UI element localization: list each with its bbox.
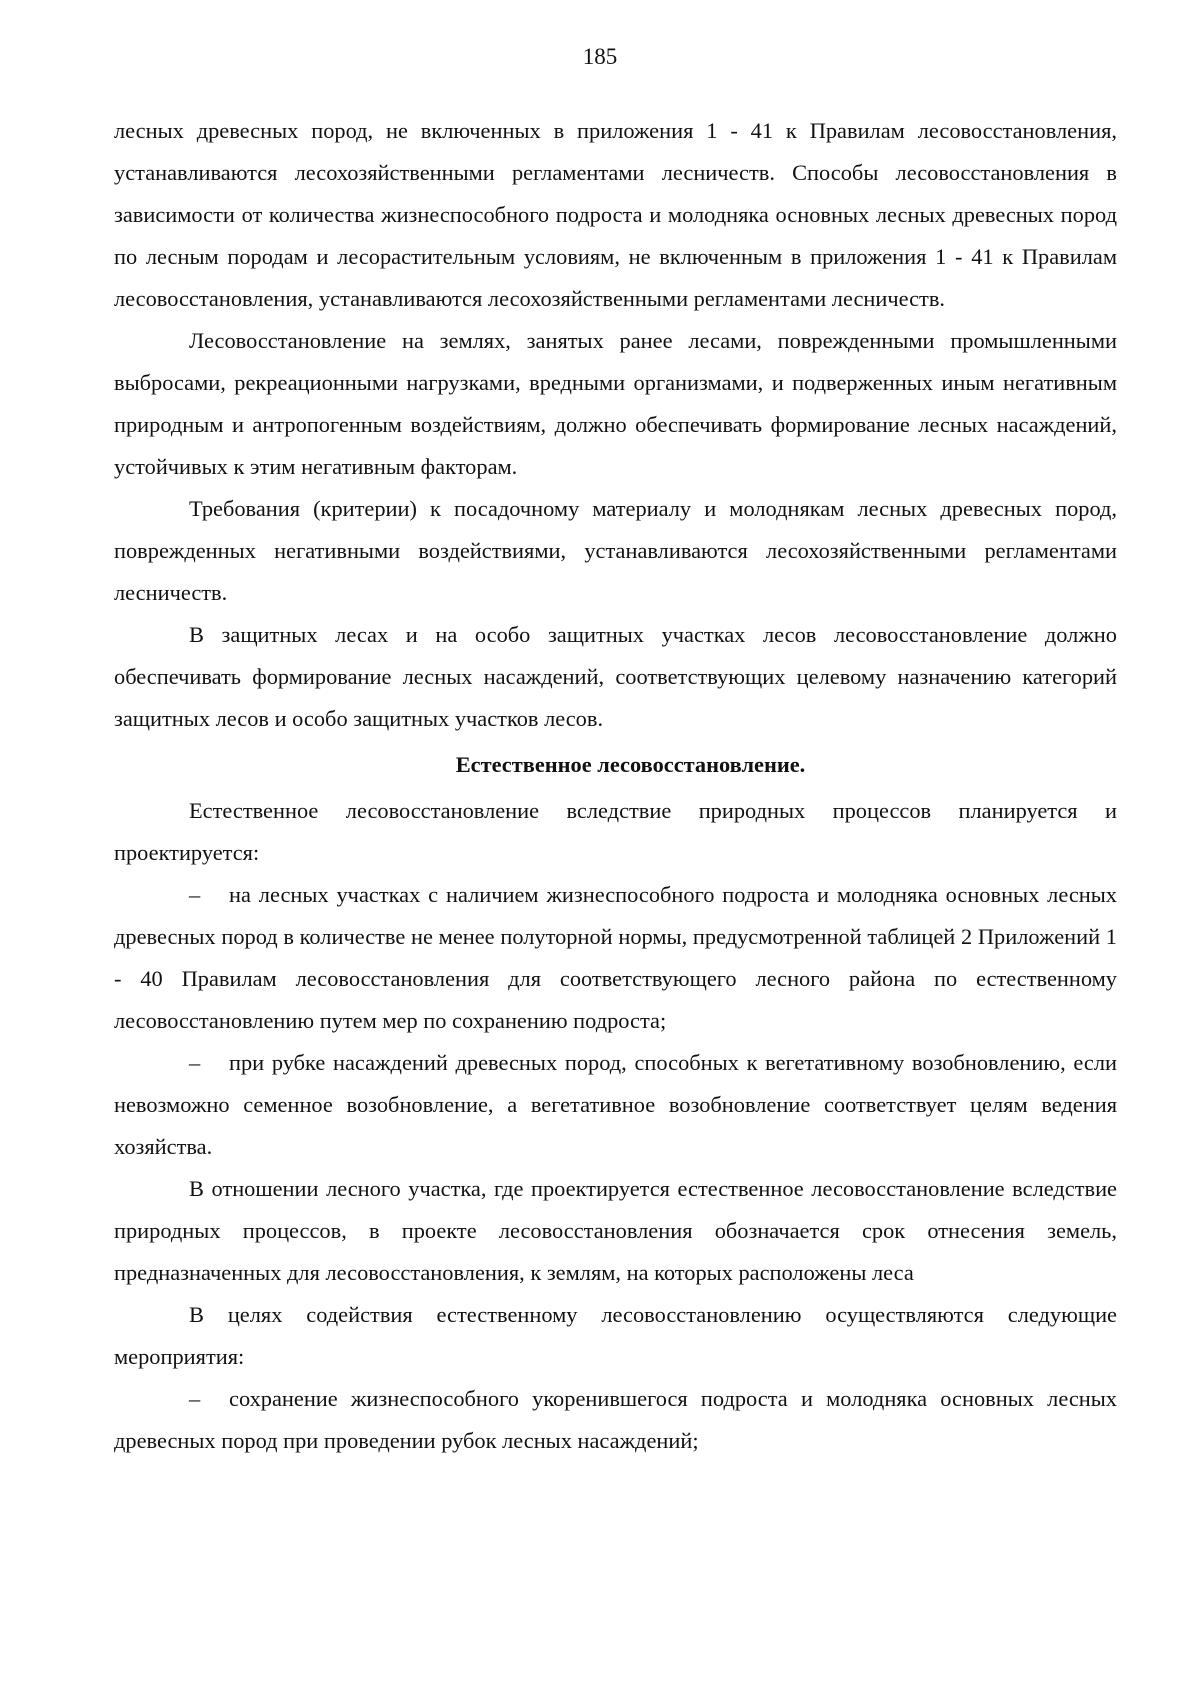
page-number: 185 — [582, 44, 618, 69]
list-dash: – — [189, 882, 201, 907]
list-dash: – — [189, 1386, 201, 1411]
list-dash: – — [189, 1050, 201, 1075]
paragraph-assistance-measures: В целях содействия естественному лесовосстановлению осуществляются следующие мероприятия: — [114, 1302, 1117, 1369]
section-heading: Естественное лесовосстановление. — [455, 752, 806, 777]
list-item-text: на лесных участках с наличием жизнеспособного подроста и молодняка основных лесных древесных пород в количестве не менее полуторной нормы, предусмотренной таблицей 2 Приложений 1 - 40 Правилам лесовосстановления для соответствующего лесного района по естественному лесовосстановлению путем мер по сохранению подроста; — [114, 882, 1117, 1033]
paragraph-natural-regeneration: Естественное лесовосстановление вследствие природных процессов планируется и проектируется: — [114, 798, 1117, 865]
paragraph-damaged-lands: Лесовосстановление на землях, занятых ранее лесами, поврежденными промышленными выбросами, рекреационными нагрузками, вредными организмами, и подверженных иным негативным природным и антропогенным воздействиям, должно обеспечивать формирование лесных насаждений, устойчивых к этим негативным факторам. — [114, 328, 1117, 479]
paragraph-land-assignment: В отношении лесного участка, где проектируется естественное лесовосстановление вследствие природных процессов, в проекте лесовосстановления обозначается срок отнесения земель, предназначенных для лесовосстановления, к землям, на которых расположены леса — [114, 1176, 1117, 1285]
list-item — [114, 1042, 1117, 1168]
list-item — [114, 874, 1117, 1042]
paragraph-continuation: лесных древесных пород, не включенных в приложения 1 - 41 к Правилам лесовосстановления, устанавливаются лесохозяйственными регламентами лесничеств. Способы лесовосстановления в зависимости от количества жизнеспособного подроста и молодняка основных лесных древесных пород по лесным породам и лесорастительным условиям, не включенным в приложения 1 - 41 к Правилам лесовосстановления, устанавливаются лесохозяйственными регламентами лесничеств. — [114, 118, 1117, 311]
list-item-text: сохранение жизнеспособного укоренившегося подроста и молодняка основных лесных древесных пород при проведении рубок лесных насаждений; — [114, 1386, 1117, 1453]
paragraph-protective-forests: В защитных лесах и на особо защитных участках лесов лесовосстановление должно обеспечивать формирование лесных насаждений, соответствующих целевому назначению категорий защитных лесов и особо защитных участков лесов. — [114, 622, 1117, 731]
list-item-text: при рубке насаждений древесных пород, способных к вегетативному возобновлению, если невозможно семенное возобновление, а вегетативное возобновление соответствует целям ведения хозяйства. — [114, 1050, 1117, 1159]
paragraph-planting-requirements: Требования (критерии) к посадочному материалу и молоднякам лесных древесных пород, поврежденных негативными воздействиями, устанавливаются лесохозяйственными регламентами лесничеств. — [114, 496, 1117, 605]
document-body — [114, 110, 1117, 1462]
list-item — [114, 1378, 1117, 1462]
